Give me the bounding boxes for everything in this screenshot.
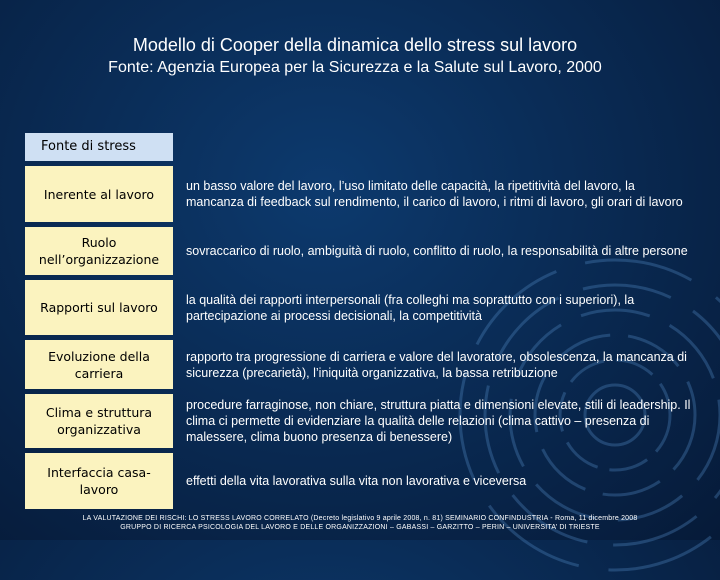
- table-row: [25, 394, 695, 448]
- table-row: [25, 453, 695, 509]
- footer-line-1: LA VALUTAZIONE DEI RISCHI: LO STRESS LAVORO CORRELATO (Decreto legislativo 9 aprile 2008, n. 81) SEMINARIO CONFINDUSTRIA - Roma, 11 dicembre 2008: [82, 515, 638, 522]
- row-category: Inerente al lavoro: [25, 166, 173, 222]
- slide-subtitle: Fonte: Agenzia Europea per la Sicurezza e la Salute sul Lavoro, 2000: [108, 59, 602, 76]
- row-description: rapporto tra progressione di carriera e valore del lavoratore, obsolescenza, la mancanza di sicurezza (precarietà), l’iniquità organizzativa, la bassa retribuzione: [186, 349, 687, 380]
- row-category: Interfaccia casa-lavoro: [25, 453, 173, 509]
- slide-title: Modello di Cooper della dinamica dello stress sul lavoro: [132, 35, 578, 55]
- row-description: procedure farraginose, non chiare, struttura piatta e dimensioni elevate, stili di leadership. Il clima ci permette di evidenziare la qualità delle relazioni (clima cattivo – presenza di malessere, clima buono presenza di benessere): [186, 398, 691, 444]
- table-row: [25, 280, 695, 335]
- row-category: Clima e struttura organizzativa: [25, 394, 173, 448]
- row-category: Rapporti sul lavoro: [25, 280, 173, 335]
- row-description: sovraccarico di ruolo, ambiguità di ruolo, conflitto di ruolo, la responsabilità di altre persone: [186, 244, 688, 258]
- row-description: effetti della vita lavorativa sulla vita non lavorativa e viceversa: [186, 474, 527, 488]
- footer: [0, 514, 720, 532]
- table-row: [25, 340, 695, 389]
- row-description: la qualità dei rapporti interpersonali (fra colleghi ma soprattutto con i superiori), la partecipazione ai processi decisionali, la competitività: [186, 292, 635, 323]
- row-category: Ruolo nell’organizzazione: [25, 227, 173, 275]
- row-description: un basso valore del lavoro, l’uso limitato delle capacità, la ripetitività del lavoro, la mancanza di feedback sul rendimento, il carico di lavoro, i ritmi di lavoro, gli orari di lavoro: [186, 179, 683, 209]
- title-block: [0, 34, 710, 78]
- footer-line-2: GRUPPO DI RICERCA PSICOLOGIA DEL LAVORO E DELLE ORGANIZZAZIONI – GABASSI – GARZITTO – PERIN – UNIVERSITA’ DI TRIESTE: [120, 524, 600, 531]
- table-row: [25, 166, 695, 222]
- table-header: Fonte di stress: [25, 133, 173, 161]
- table-row: [25, 227, 695, 275]
- row-category: Evoluzione della carriera: [25, 340, 173, 389]
